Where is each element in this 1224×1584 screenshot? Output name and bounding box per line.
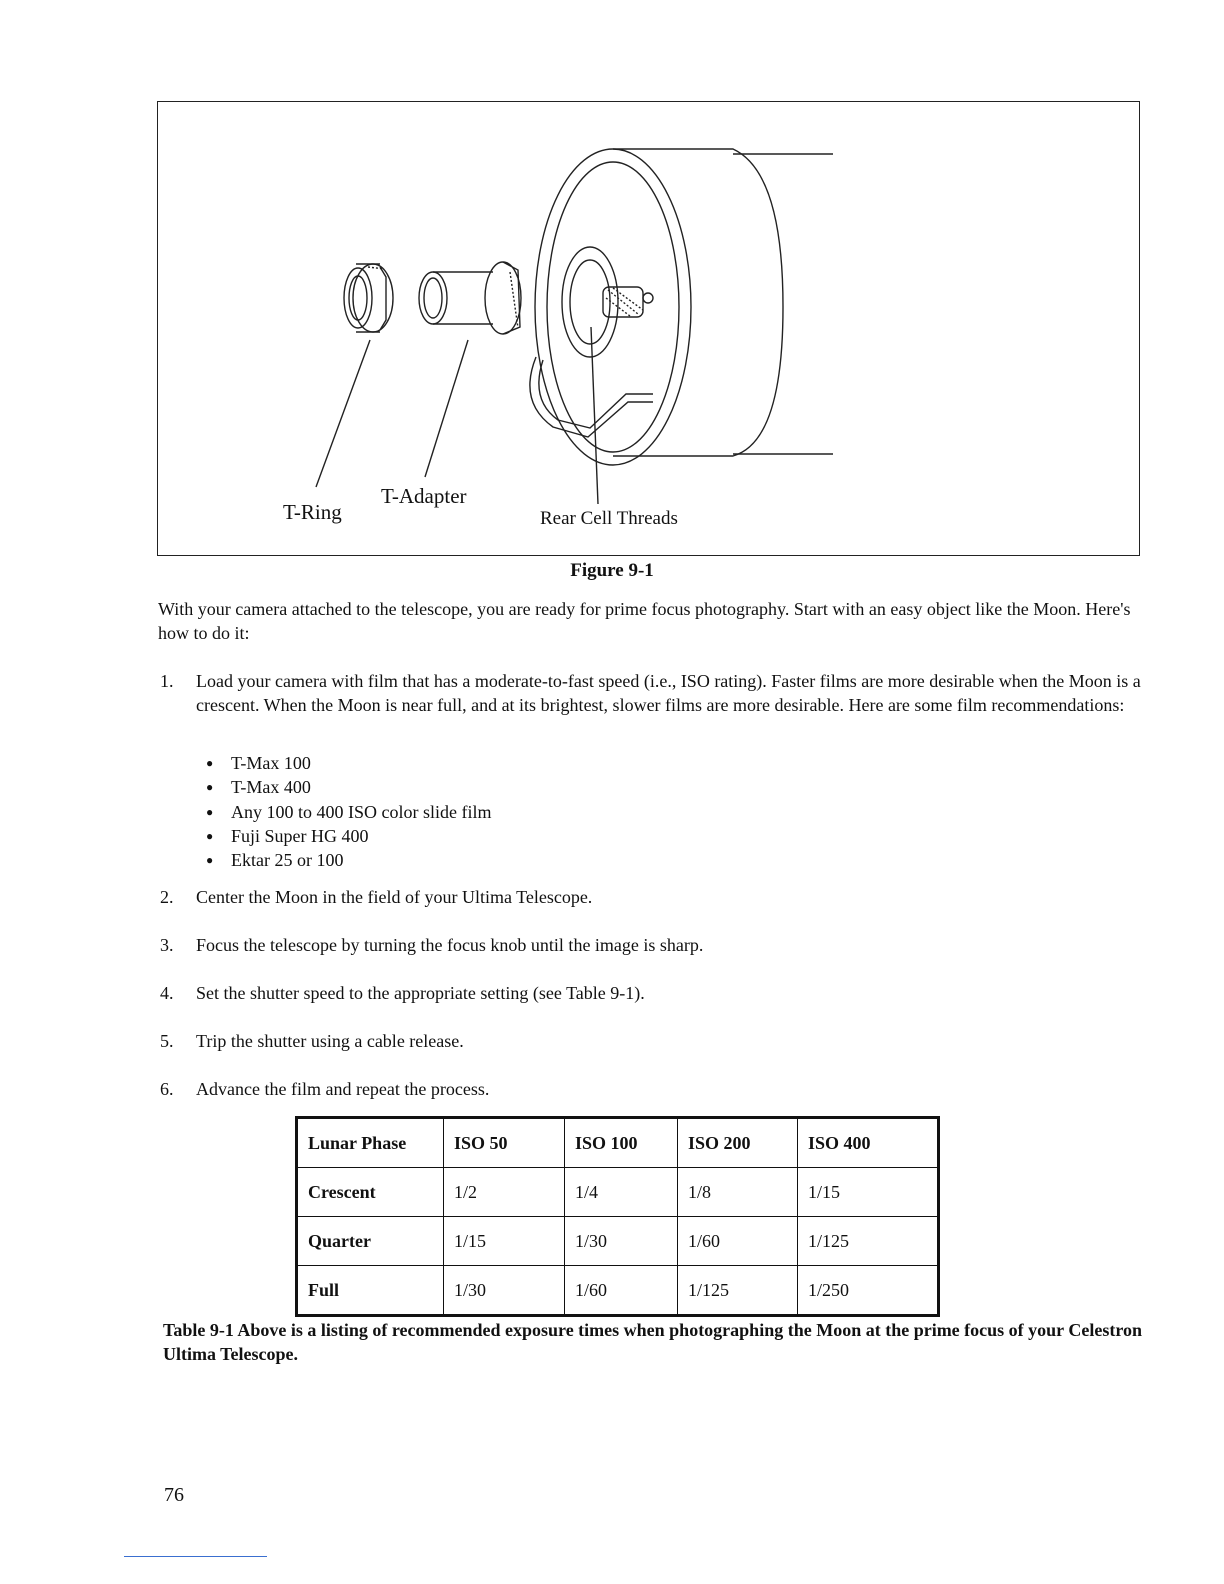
table-cell: Crescent [297,1168,444,1217]
table-caption: Table 9-1 Above is a listing of recommended exposure times when photographing the Moon at the prime focus of your Celestron Ultima Telescope. [163,1320,1142,1364]
table-cell: 1/15 [798,1168,939,1217]
t-adapter-leader [425,340,468,477]
table-header-cell: ISO 100 [565,1118,678,1168]
rear-cell-threads-label: Rear Cell Threads [540,508,678,529]
step-text: Trip the shutter using a cable release. [196,1031,464,1051]
telescope-diagram [158,102,1141,557]
table-header-cell: Lunar Phase [297,1118,444,1168]
step-number: 4. [160,983,174,1003]
table-header-cell: ISO 200 [678,1118,798,1168]
table-cell: Quarter [297,1217,444,1266]
step-number: 2. [160,887,174,907]
film-item: T-Max 100 [231,753,311,773]
table-cell: 1/15 [444,1217,565,1266]
table-cell: 1/250 [798,1266,939,1316]
step-text: Advance the film and repeat the process. [196,1079,490,1099]
step-text: Focus the telescope by turning the focus knob until the image is sharp. [196,935,704,955]
table-cell: 1/8 [678,1168,798,1217]
bullet-icon: ● [206,829,214,843]
footer-rule [124,1556,267,1557]
film-item: Fuji Super HG 400 [231,826,369,846]
table-cell: Full [297,1266,444,1316]
table-cell: 1/4 [565,1168,678,1217]
rear-cell-leader [591,327,598,504]
table-cell: 1/60 [565,1266,678,1316]
figure-caption: Figure 9-1 [570,560,654,581]
step-text: Load your camera with film that has a moderate-to-fast speed (i.e., ISO rating). Faster films are more desirable when the Moon is a crescent. When the Moon is near full, and at its brightest, slower films are more desirable. Here are some film recommendations: [196,671,1141,715]
t-ring-label: T-Ring [283,500,342,524]
table-header-row [297,1118,939,1168]
bullet-icon: ● [206,805,214,819]
step-number: 3. [160,935,174,955]
film-item: Ektar 25 or 100 [231,850,344,870]
film-item: T-Max 400 [231,777,311,797]
step-number: 6. [160,1079,174,1099]
t-adapter-label: T-Adapter [381,484,467,508]
step-number: 5. [160,1031,174,1051]
figure-9-1 [157,101,1140,556]
bullet-icon: ● [206,756,214,770]
step-number: 1. [160,671,174,691]
intro-paragraph: With your camera attached to the telescope, you are ready for prime focus photography. Start with an easy object like the Moon. Here's how to do it: [158,599,1131,643]
table-cell: 1/60 [678,1217,798,1266]
table-row [297,1217,939,1266]
exposure-table [295,1116,940,1317]
table-row [297,1168,939,1217]
bullet-icon: ● [206,780,214,794]
t-ring-leader [316,340,370,487]
step-text: Set the shutter speed to the appropriate setting (see Table 9-1). [196,983,645,1003]
table-header-cell: ISO 400 [798,1118,939,1168]
table-header-cell: ISO 50 [444,1118,565,1168]
t-ring-drawing [344,264,393,332]
table-row [297,1266,939,1316]
step-text: Center the Moon in the field of your Ultima Telescope. [196,887,593,907]
t-adapter-drawing [419,262,521,334]
page-number: 76 [164,1484,184,1506]
table-cell: 1/30 [565,1217,678,1266]
table-cell: 1/2 [444,1168,565,1217]
film-item: Any 100 to 400 ISO color slide film [231,802,492,822]
telescope-tube-drawing [530,149,833,465]
bullet-icon: ● [206,853,214,867]
table-cell: 1/30 [444,1266,565,1316]
table-cell: 1/125 [678,1266,798,1316]
table-cell: 1/125 [798,1217,939,1266]
